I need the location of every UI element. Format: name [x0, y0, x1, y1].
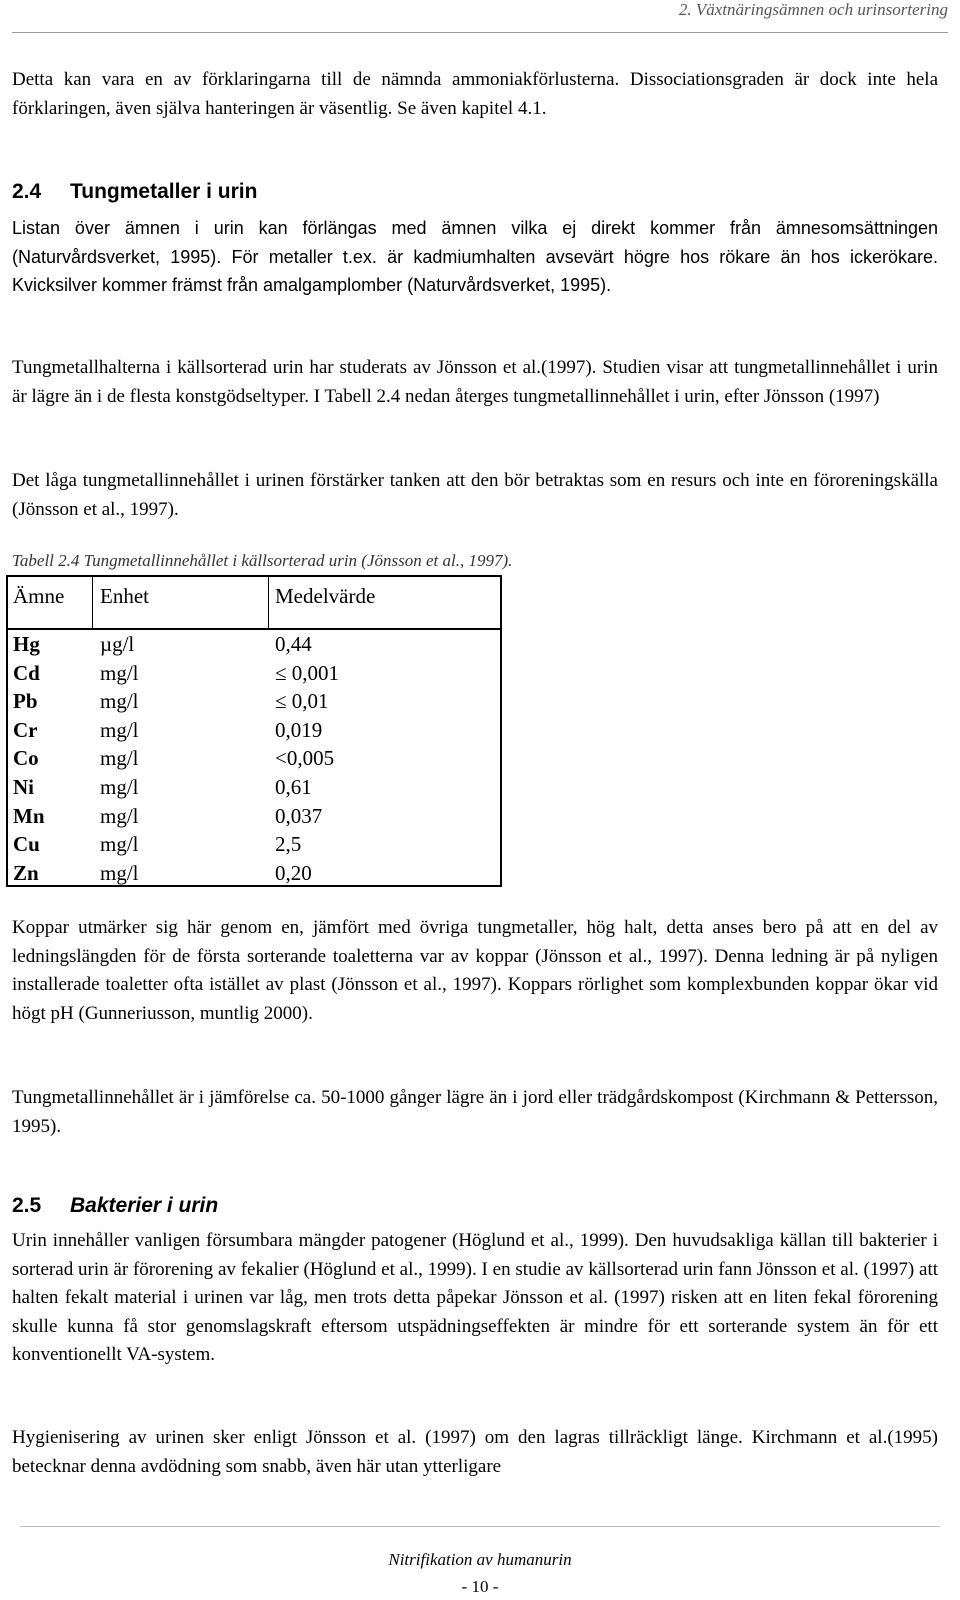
- element-cell: Cr: [13, 717, 38, 742]
- unit-cell: mg/l: [100, 775, 139, 799]
- element-cell: Co: [13, 746, 39, 771]
- element-cell: Ni: [13, 775, 34, 799]
- table-row: [8, 689, 500, 718]
- element-cell: Hg: [13, 632, 40, 656]
- table-header-cell: Medelvärde: [275, 584, 376, 608]
- value-cell: ≤ 0,001: [275, 660, 340, 685]
- footer-title: Nitrifikation av humanurin: [388, 1550, 572, 1569]
- unit-cell: mg/l: [100, 832, 139, 857]
- element-cell: Cu: [13, 832, 40, 857]
- header-divider: [268, 577, 269, 628]
- unit-cell: mg/l: [100, 860, 139, 885]
- table-row: [8, 804, 500, 833]
- page-number: - 10 -: [461, 1577, 499, 1596]
- unit-cell: mg/l: [100, 717, 139, 742]
- value-cell: 0,019: [275, 717, 323, 742]
- element-cell: Cd: [13, 660, 40, 685]
- unit-cell: mg/l: [100, 660, 139, 685]
- element-cell: Mn: [13, 803, 45, 828]
- table-row: [8, 718, 500, 747]
- value-cell: 0,44: [275, 632, 312, 656]
- table-row: [8, 832, 500, 861]
- table-row: [8, 661, 500, 690]
- paragraph-jamforelse: Tungmetallinnehållet är i jämförelse ca. 50-1000 gånger lägre än i jord eller trädgårdskompost (Kirchmann & Pettersson, 1995).: [12, 1087, 938, 1137]
- value-cell: ≤ 0,01: [275, 689, 329, 714]
- section-title: Bakterier i urin: [70, 1194, 219, 1217]
- table-row: [8, 632, 500, 661]
- table-caption: Tabell 2.4 Tungmetallinnehållet i källsorterad urin (Jönsson et al., 1997).: [12, 551, 513, 570]
- table-row: [8, 775, 500, 804]
- header-divider: [92, 577, 93, 628]
- section-title: Tungmetaller i urin: [70, 180, 258, 203]
- metal-table: [6, 575, 502, 887]
- paragraph-tungmetaller-3: Det låga tungmetallinnehållet i urinen förstärker tanken att den bör betraktas som en resurs och inte en föroreningskälla (Jönsson et al., 1997).: [12, 470, 938, 520]
- element-cell: Zn: [13, 860, 39, 885]
- section-number: 2.5: [12, 1194, 42, 1217]
- table-row: [8, 746, 500, 775]
- running-header: 2. Växtnäringsämnen och urinsortering: [678, 0, 948, 19]
- unit-cell: mg/l: [100, 689, 139, 714]
- section-heading-2-5: [12, 1194, 218, 1218]
- footer-rule: [20, 1526, 940, 1527]
- paragraph-bakterier-1: Urin innehåller vanligen försumbara mängder patogener (Höglund et al., 1999). Den huvudsakliga källan till bakterier i sorterad urin är förorening av fekalier (Höglund et al., 1999). I en studie av källsorterad urin fann Jönsson et al. (1997) att halten fekalt material i urinen var låg, men trots detta påpekar Jönsson et al. (1997) risken att en liten fekal förorening skulle kunna få stor genomslagskraft eftersom utspädningseffekten är mindre för ett sorterande system än för ett konventionellt VA-system.: [12, 1230, 938, 1365]
- paragraph-koppar: Koppar utmärker sig här genom en, jämfört med övriga tungmetaller, hög halt, detta anses bero på att en del av ledningslängden för de första sorterande toaletterna var av koppar (Jönsson et al., 1997). Denna ledning är på nyligen installerade toaletter ofta istället av plast (Jönsson et al., 1997). Koppars rörlighet som komplexbunden koppar ökar vid högt pH (Gunneriusson, muntlig 2000).: [12, 917, 938, 1024]
- unit-cell: mg/l: [100, 746, 139, 771]
- section-heading-2-4: [12, 180, 257, 204]
- table-header-row: [8, 577, 500, 630]
- header-rule: [12, 32, 948, 33]
- paragraph-tungmetaller-2: Tungmetallhalterna i källsorterad urin har studerats av Jönsson et al.(1997). Studien visar att tungmetallinnehållet i urin är lägre än i de flesta konstgödseltyper. I Tabell 2.4 nedan återges tungmetallinnehållet i urin, efter Jönsson (1997): [12, 357, 938, 407]
- intro-paragraph: Detta kan vara en av förklaringarna till de nämnda ammoniakförlusterna. Dissociationsgraden är dock inte hela förklaringen, även själva hanteringen är väsentlig. Se även kapitel 4.1.: [12, 69, 938, 119]
- value-cell: 0,61: [275, 775, 312, 799]
- paragraph-bakterier-2: Hygienisering av urinen sker enligt Jönsson et al. (1997) om den lagras tillräckligt länge. Kirchmann et al.(1995) betecknar denna avdödning som snabb, även här utan ytterligare: [12, 1427, 938, 1477]
- table-row: [8, 861, 500, 890]
- unit-cell: µg/l: [100, 632, 135, 656]
- table-header-cell: Ämne: [13, 584, 65, 608]
- section-number: 2.4: [12, 180, 42, 203]
- table-header-cell: Enhet: [100, 584, 149, 608]
- paragraph-tungmetaller-1: Listan över ämnen i urin kan förlängas med ämnen vilka ej direkt kommer från ämnesomsättningen (Naturvårdsverket, 1995). För metaller t.ex. är kadmiumhalten avsevärt högre hos rökare än hos ickerökare. Kvicksilver kommer främst från amalgamplomber (Naturvårdsverket, 1995).: [12, 218, 938, 295]
- value-cell: 2,5: [275, 832, 302, 857]
- element-cell: Pb: [13, 689, 38, 714]
- value-cell: 0,037: [275, 803, 323, 828]
- value-cell: <0,005: [275, 746, 335, 771]
- value-cell: 0,20: [275, 860, 312, 885]
- unit-cell: mg/l: [100, 803, 139, 828]
